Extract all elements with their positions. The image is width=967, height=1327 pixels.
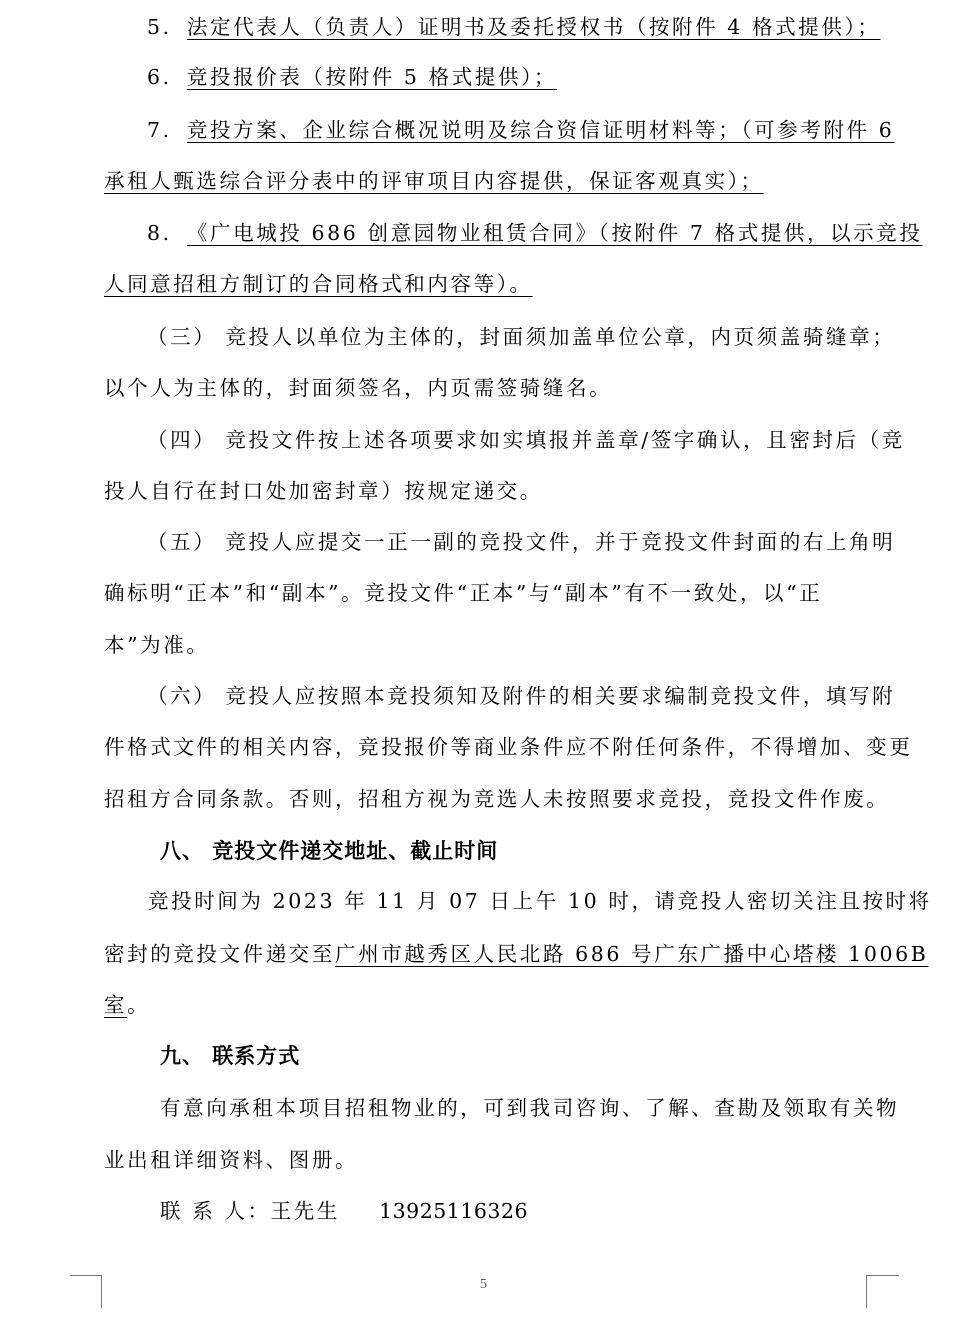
item-8-line-2: 人同意招租方制订的合同格式和内容等）。 <box>104 272 533 296</box>
delivery-prefix: 密封的竞投文件递交至 <box>104 942 335 966</box>
para-6-line-1: （六） 竞投人应按照本竞投须知及附件的相关要求编制竞投文件，填写附 <box>147 684 896 708</box>
item-number: 5. <box>147 15 172 39</box>
para-5-line-3: 本”为准。 <box>104 633 210 657</box>
item-5 <box>147 12 880 42</box>
para-5-line-2: 确标明“正本”和“副本”。竞投文件“正本”与“副本”有不一致处，以“正 <box>104 581 823 605</box>
item-text: 竞投方案、企业综合概况说明及综合资信证明材料等；（可参考附件 6 <box>186 118 895 142</box>
para-5-line-1: （五） 竞投人应提交一正一副的竞投文件，并于竞投文件封面的右上角明 <box>147 530 896 554</box>
section-8-line-3 <box>104 990 150 1020</box>
section-8-heading: 八、 竞投文件递交地址、截止时间 <box>160 839 499 863</box>
section-9-line-1: 有意向承租本项目招租物业的，可到我司咨询、了解、查勘及领取有关物 <box>160 1096 900 1120</box>
section-9-heading: 九、 联系方式 <box>160 1044 301 1068</box>
section-8-line-1: 竞投时间为 2023 年 11 月 07 日上午 10 时，请竞投人密切关注且按时将 <box>148 889 932 913</box>
item-6 <box>147 62 557 92</box>
item-8-line-1 <box>147 218 922 248</box>
item-number: 7. <box>147 118 172 142</box>
section-8-line-2 <box>104 939 928 969</box>
contact-phone: 13925116326 <box>379 1199 529 1223</box>
para-4-line-2: 投人自行在封口处加密封章）按规定递交。 <box>104 479 543 503</box>
item-text: 法定代表人（负责人）证明书及委托授权书（按附件 4 格式提供）； <box>186 15 881 39</box>
item-number: 8. <box>147 221 172 245</box>
para-6-line-2: 件格式文件的相关内容，竞投报价等商业条件应不附任何条件，不得增加、变更 <box>104 735 913 759</box>
para-3-line-2: 以个人为主体的，封面须签名，内页需签骑缝名。 <box>104 376 613 400</box>
item-number: 6. <box>147 65 172 89</box>
item-7-line-2: 承租人甄选综合评分表中的评审项目内容提供，保证客观真实）； <box>104 169 764 193</box>
para-4-line-1: （四） 竞投文件按上述各项要求如实填报并盖章/签字确认，且密封后（竞 <box>147 428 905 452</box>
para-3-line-1: （三） 竞投人以单位为主体的，封面须加盖单位公章，内页须盖骑缝章； <box>147 325 896 349</box>
contact-line <box>160 1196 528 1226</box>
page-number: 5 <box>480 1277 487 1292</box>
item-text: 竞投报价表（按附件 5 格式提供）； <box>186 65 558 89</box>
contact-person: 联 系 人：王先生 <box>160 1199 340 1223</box>
section-9-line-2: 业出租详细资料、图册。 <box>104 1148 359 1172</box>
item-7-line-1 <box>147 115 894 145</box>
delivery-address-end: 室 <box>104 993 128 1017</box>
period: 。 <box>127 993 151 1017</box>
item-text: 《广电城投 686 创意园物业租赁合同》（按附件 7 格式提供，以示竞投 <box>186 221 923 245</box>
para-6-line-3: 招租方合同条款。否则，招租方视为竞选人未按照要求竞投，竞投文件作废。 <box>104 787 890 811</box>
delivery-address: 广州市越秀区人民北路 686 号广东广播中心塔楼 1006B <box>335 942 929 966</box>
